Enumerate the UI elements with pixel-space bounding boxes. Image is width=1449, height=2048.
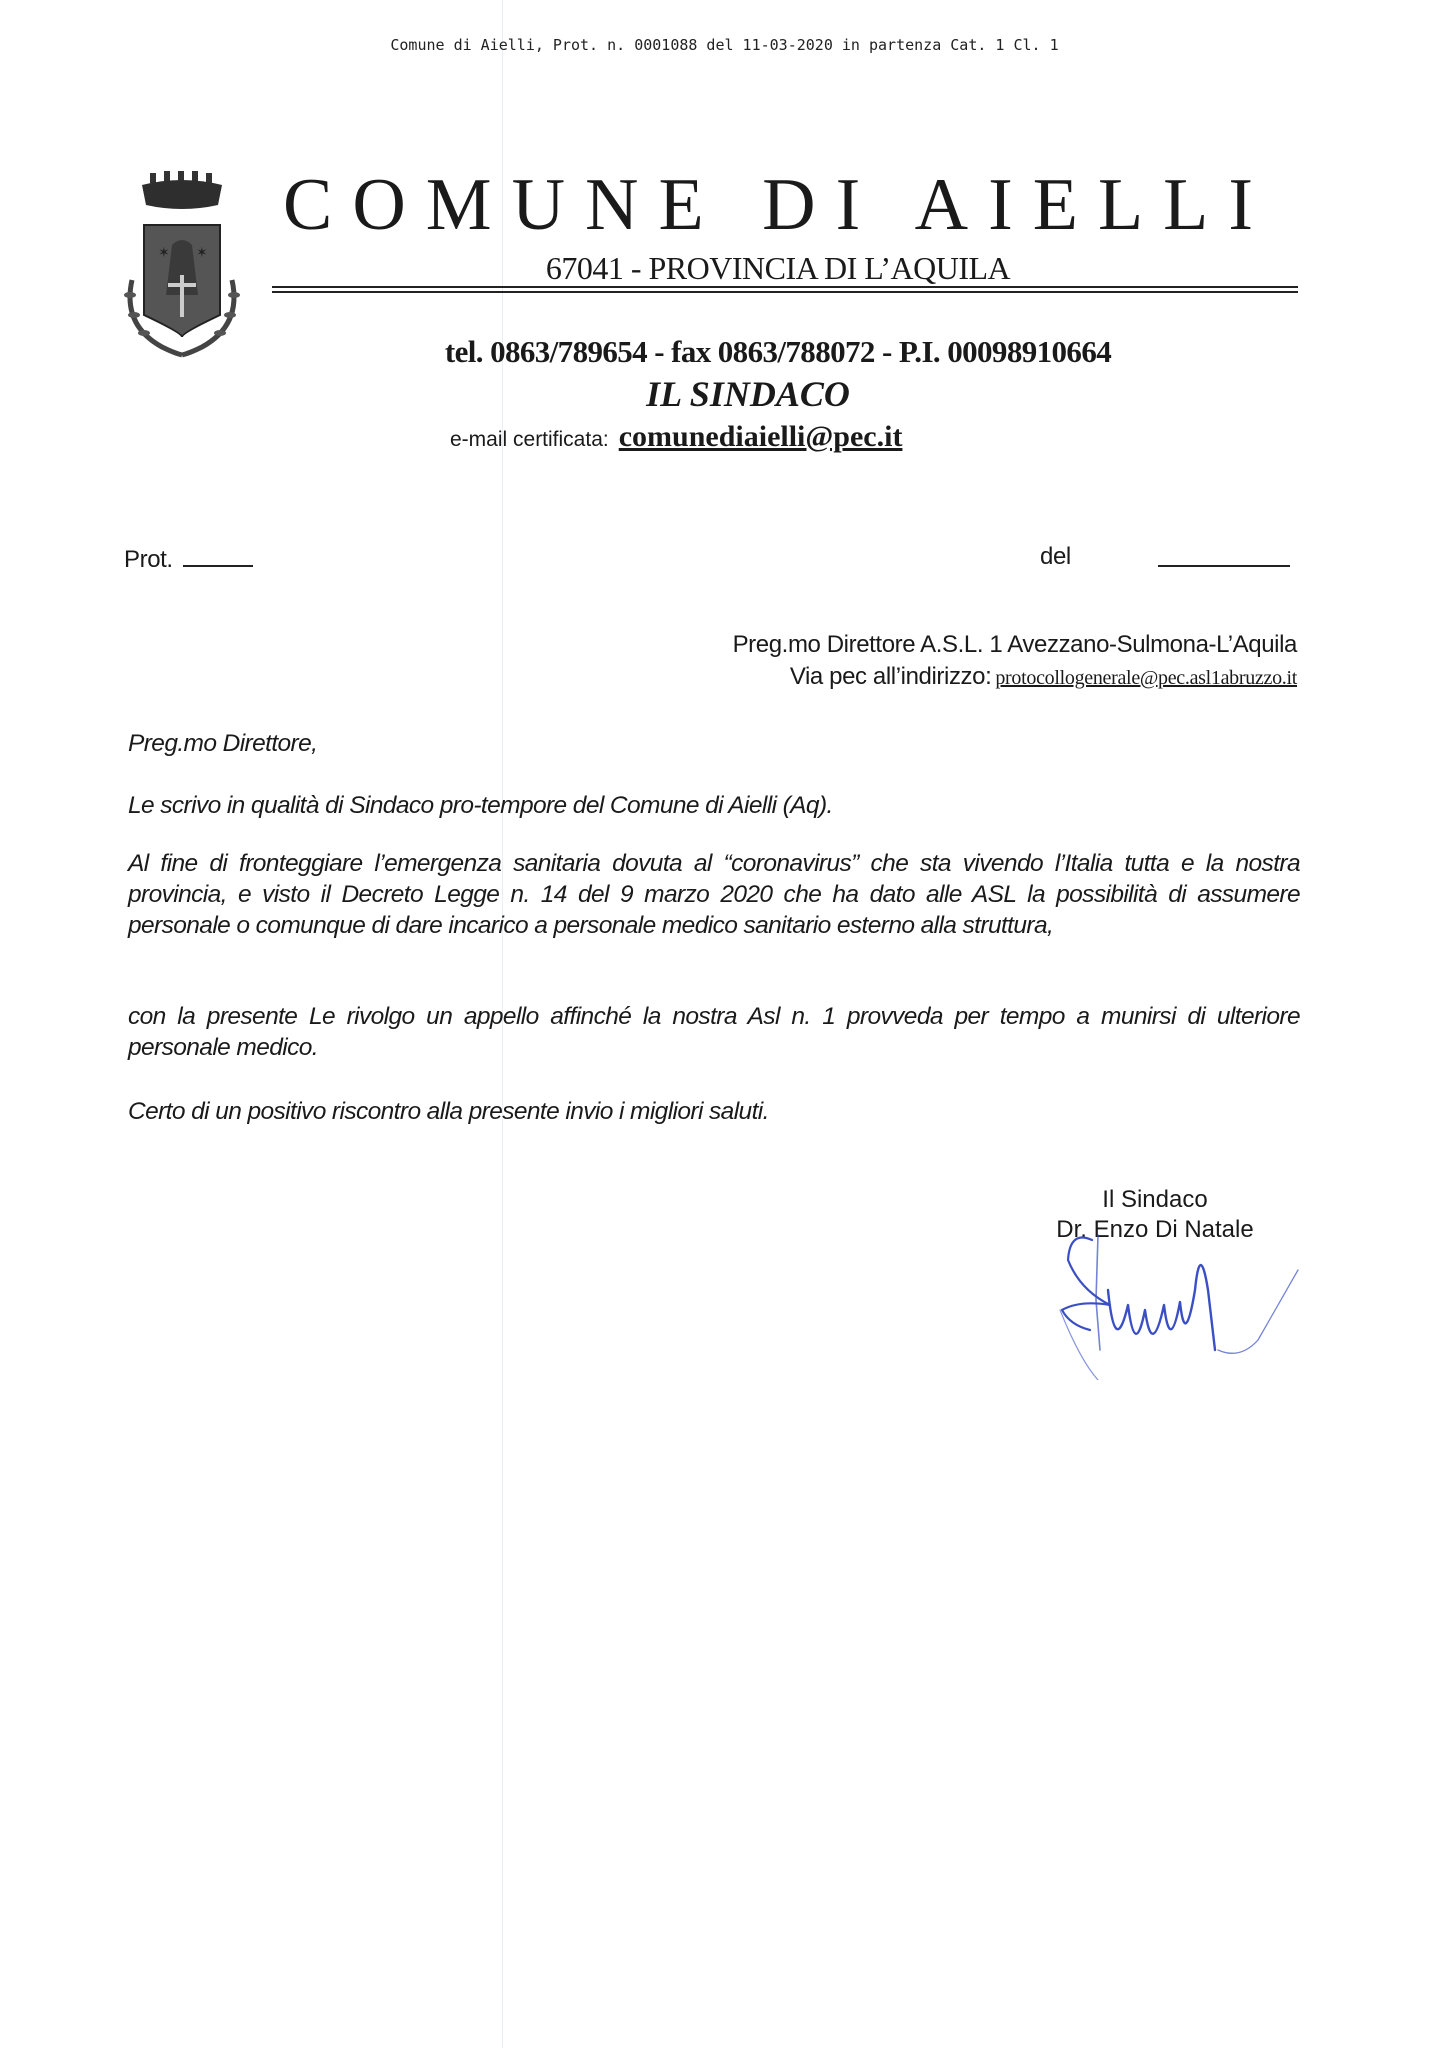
- pec-address-link[interactable]: protocollogenerale@pec.asl1abruzzo.it: [995, 667, 1297, 689]
- prot-label: Prot.: [124, 546, 173, 573]
- email-label: e-mail certificata:: [450, 428, 609, 451]
- coat-of-arms-icon: [112, 165, 252, 365]
- svg-text:✶: ✶: [158, 246, 170, 261]
- body-paragraph: Certo di un positivo riscontro alla presente invio i migliori saluti.: [128, 1098, 769, 1125]
- office-title: IL SINDACO: [646, 374, 850, 414]
- signatory-title: Il Sindaco: [1102, 1186, 1208, 1213]
- protocol-field: [124, 546, 253, 574]
- crown-icon: [142, 171, 222, 209]
- letterhead-subtitle: 67041 - PROVINCIA DI L’AQUILA: [545, 250, 1011, 286]
- protocol-stamp: Comune di Aielli, Prot. n. 0001088 del 11-03-2020 in partenza Cat. 1 Cl. 1: [390, 36, 1059, 54]
- date-label: del: [1040, 543, 1071, 570]
- letterhead-contacts: tel. 0863/789654 - fax 0863/788072 - P.I. 00098910664: [444, 334, 1112, 369]
- prot-blank-line: [183, 565, 253, 567]
- date-blank-line: [1158, 565, 1290, 567]
- handwritten-signature-icon: [1040, 1210, 1310, 1380]
- pec-label: Via pec all’indirizzo:: [789, 663, 992, 690]
- certified-email: [450, 420, 902, 454]
- header-divider: [272, 291, 1298, 293]
- body-paragraph: Le scrivo in qualità di Sindaco pro-tempore del Comune di Aielli (Aq).: [128, 792, 833, 819]
- header-divider: [272, 286, 1298, 288]
- body-paragraph: Al fine di fronteggiare l’emergenza sanitaria dovuta al “coronavirus” che sta vivendo l’Italia tutta e la nostra provincia, e visto il Decreto Legge n. 14 del 9 marzo 2020 che ha dato alle ASL la possibilità di assumere personale o comunque di dare incarico a personale medico sanitario esterno alla struttura,: [128, 850, 1300, 939]
- email-link[interactable]: comunediaielli@pec.it: [618, 420, 903, 453]
- recipient-name: Preg.mo Direttore A.S.L. 1 Avezzano-Sulmona-L’Aquila: [732, 631, 1297, 658]
- signatory-name: Dr. Enzo Di Natale: [1056, 1216, 1254, 1243]
- shield-icon: [144, 225, 220, 337]
- body-paragraph: con la presente Le rivolgo un appello affinché la nostra Asl n. 1 provveda per tempo a munirsi di ulteriore personale medico.: [128, 1003, 1300, 1061]
- svg-text:✶: ✶: [196, 246, 208, 261]
- recipient-pec: [790, 663, 1297, 691]
- greeting: Preg.mo Direttore,: [128, 730, 318, 757]
- letterhead-title: COMUNE DI AIELLI: [282, 164, 1273, 246]
